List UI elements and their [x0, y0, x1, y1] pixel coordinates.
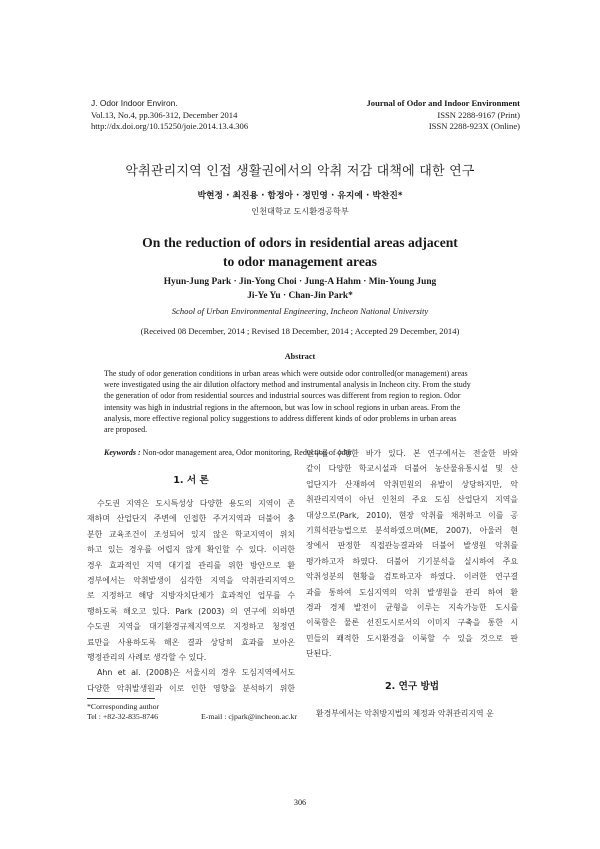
issn-print: ISSN 2288-9167 (Print): [437, 109, 520, 120]
body-column-left: [87, 496, 295, 696]
body-line: 장에서 판정한 직접관능결과와 더불어 발생원 악취를: [306, 541, 518, 551]
body-line: 대상으로(Park, 2010), 현장 악취를 채취하고 이를 공: [306, 510, 518, 520]
english-title: [0, 233, 600, 271]
body-line: 다양한 악취발생원과 이로 인한 영향을 분석하기 위한: [87, 683, 295, 693]
body-line: 기희석관능법으로 분석하였으며(ME, 2007), 아울러 현: [306, 526, 518, 536]
abstract-line: the generation of odor from residential sources and industrial sources was different from region to region. Odor: [104, 391, 461, 401]
footnote-contact: [87, 712, 297, 722]
received-dates: (Received 08 December, 2014 ; Revised 18 December, 2014 ; Accepted 29 December, 2014): [140, 326, 460, 336]
abstract-line: are proposed.: [104, 425, 148, 435]
body-line: 행하도록 해오고 있다. Park (2003) 의 연구에 의하면: [87, 606, 295, 616]
abstract-body: [104, 368, 506, 435]
keywords-label: Keywords :: [104, 448, 141, 457]
english-affiliation: School of Urban Environmental Engineering, Incheon National University: [171, 306, 429, 316]
body-line: 수도권 지역을 대기환경규제지역으로 지정하고 청정연: [87, 622, 295, 632]
body-line: 하고 있는 경우를 어렵지 않게 확인할 수 있다. 이러한: [87, 545, 295, 555]
body-line: 료만을 사용하도록 해온 결과 상당히 효과를 보아온: [87, 637, 295, 647]
korean-affiliation: 인천대학교 도시환경공학부: [251, 206, 349, 216]
abstract-heading: Abstract: [284, 352, 316, 361]
body-line: 악취성분의 현황을 검토하고자 하였다. 이러한 연구결: [306, 572, 518, 582]
keywords-list: Non-odor management area, Odor monitoring, Reduction of odor: [140, 448, 353, 457]
doi-link[interactable]: http://dx.doi.org/10.15250/joie.2014.13.4.306: [91, 121, 249, 132]
body-line: 업단지가 산재하여 악취민원의 유발이 상당하지만, 악: [306, 479, 518, 489]
body-line: 수도권 지역은 도시특성상 다양한 용도의 지역이 존: [97, 499, 295, 508]
english-title-line: to odor management areas: [223, 254, 377, 269]
footnote-tel: Tel : +82-32-835-8746: [87, 712, 158, 722]
body-line: Ahn et al. (2008)은 서울시의 경우 도심지역에서도: [97, 668, 295, 678]
journal-abbrev: J. Odor Indoor Environ.: [91, 98, 178, 108]
body-line: 평가하고자 하였다. 더불어 기기분석을 실시하여 주요: [306, 556, 518, 566]
issn-online: ISSN 2288-923X (Online): [428, 121, 520, 132]
abstract-line: The study of odor generation conditions in urban areas which were outside odor controlled(or management) areas: [104, 369, 468, 378]
body-line: 단된다.: [306, 649, 332, 659]
body-line: 민들의 쾌적한 도시환경을 이룩할 수 있을 것으로 판: [306, 633, 518, 643]
section-heading-introduction: 1. 서 론: [173, 475, 209, 486]
footnote-email[interactable]: E-mail : cjpark@incheon.ac.kr: [201, 712, 297, 722]
abstract-line: analysis, more effective regional policy suggestions to address different kinds of odor problems in urban areas: [104, 413, 457, 423]
body-line: 분한 교육조건이 조성되어 있지 않은 학교지역이 위치: [87, 529, 295, 539]
body-line: 환경부에서는 악취방지법의 제정과 악취관리지역 운: [316, 709, 494, 718]
english-authors-line: Hyun-Jung Park · Jin-Yong Choi · Jung-A Hahm · Min-Young Jung: [163, 277, 437, 287]
body-line: 취관리지역이 아닌 인천의 주요 도심 산업단지 지역을: [306, 495, 518, 505]
body-line: 경부에서는 악취발생이 심각한 지역을 악취관리지역으: [87, 576, 295, 586]
body-line: 과를 통하여 도심지역의 악취 발생원을 관리 하여 환: [306, 587, 518, 597]
journal-name: Journal of Odor and Indoor Environment: [366, 98, 520, 108]
body-line: 행정관리의 사례로 생각할 수 있다.: [87, 653, 207, 663]
page-number: 306: [293, 798, 307, 807]
body-line: 경우 효과적인 지역 대기질 관리를 위한 방안으로 환: [87, 560, 295, 570]
section-heading-methods: 2. 연구 방법: [384, 681, 440, 692]
body-line: 같이 다양한 학교시설과 더불어 농산물유통시설 및 산: [306, 464, 518, 474]
abstract-line: intensity was high in industrial regions in the afternoon, but was low in school regions in urban areas. From the: [104, 402, 461, 412]
body-line: 재하며 산업단지 주변에 인접한 주거지역과 더불어 충: [87, 514, 295, 524]
body-line: 로 지정하고 해당 지방자치단체가 효과적인 업무를 수: [87, 591, 295, 601]
volume-info: Vol.13, No.4, pp.306-312, December 2014: [91, 109, 238, 120]
body-column-right-methods: [306, 706, 518, 721]
body-line: 경과 경제 발전이 균형을 이루는 지속가능한 도시를: [306, 603, 518, 613]
journal-header-right: [260, 98, 520, 133]
footnote-label: *Corresponding author: [87, 702, 160, 711]
body-line: 이룩함은 물론 선진도시로서의 이미지 구축을 통한 시: [306, 618, 518, 628]
corresponding-author-footnote: [87, 702, 297, 723]
english-authors-line: Ji-Ye Yu · Chan-Jin Park*: [247, 290, 353, 301]
korean-title: 악취관리지역 인접 생활권에서의 악취 저감 대책에 대한 연구: [125, 164, 475, 179]
footnote-divider: [87, 698, 155, 699]
english-title-line: On the reduction of odors in residential areas adjacent: [142, 235, 458, 250]
abstract-line: were investigated using the air dilution olfactory method and instrumental analysis in Incheon city. From the study: [104, 380, 471, 390]
body-column-right: [306, 446, 518, 662]
korean-authors: 박현정 · 최진용 · 함정아 · 정민영 · 유지예 · 박찬진*: [197, 191, 403, 201]
english-authors: [0, 276, 600, 303]
body-line: 연구를 수행한 바가 있다. 본 연구에서는 전술한 바와: [306, 449, 518, 458]
